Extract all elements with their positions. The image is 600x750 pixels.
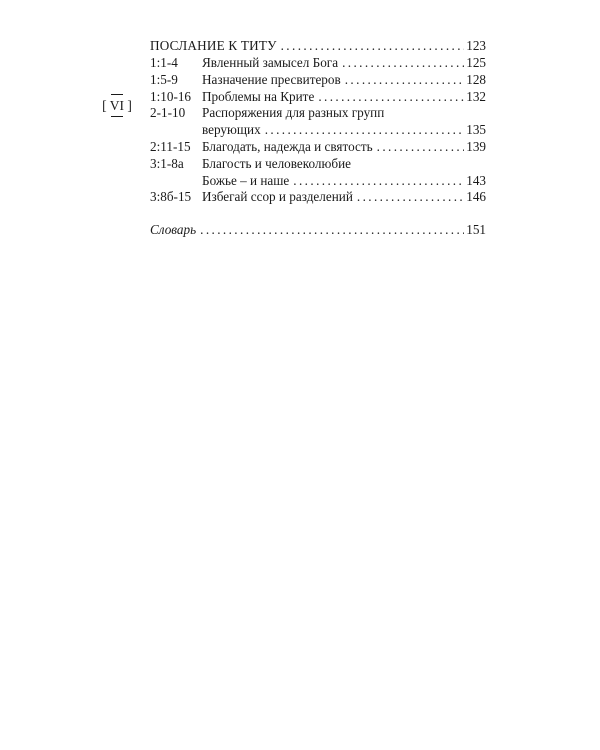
- dot-leader: [293, 173, 464, 190]
- entry-title: Назначение пресвитеров: [202, 71, 341, 87]
- entry-page-number: 139: [466, 138, 486, 154]
- toc-part-heading: [150, 37, 486, 55]
- entry-title: Благодать, надежда и святость: [202, 138, 373, 154]
- part-title: ПОСЛАНИЕ К ТИТУ: [150, 38, 277, 53]
- toc-entry-continuation: [150, 173, 486, 190]
- dot-leader: [318, 89, 464, 106]
- dot-leader: [357, 189, 464, 206]
- toc-entry: [150, 72, 486, 89]
- entry-title: Избегай ссор и разделений: [202, 189, 353, 205]
- entry-page-number: 135: [466, 122, 486, 138]
- folio-rule-bottom: [111, 116, 123, 117]
- entry-reference: 1:1-4: [150, 55, 178, 70]
- toc-entry: [150, 89, 486, 106]
- toc-entry: [150, 156, 486, 173]
- entry-reference: 1:5-9: [150, 71, 178, 87]
- entry-reference: 2:11-15: [150, 138, 191, 154]
- entry-title: Благость и человеколюбие: [202, 155, 351, 171]
- entry-reference: 3:1-8а: [150, 155, 184, 171]
- toc-entry-continuation: [150, 122, 486, 139]
- entry-title: Распоряжения для разных групп: [202, 105, 385, 121]
- folio-rule-top: [111, 94, 123, 95]
- dot-leader: [281, 37, 465, 55]
- toc-entry: [150, 55, 486, 72]
- dot-leader: [200, 222, 464, 239]
- entry-page-number: 128: [466, 71, 486, 87]
- entry-page-number: 125: [466, 55, 486, 70]
- folio-number: [ VI ]: [102, 98, 132, 113]
- entry-page-number: 143: [466, 172, 486, 188]
- dot-leader: [342, 55, 464, 72]
- entry-title: Божье – и наше: [202, 172, 290, 188]
- entry-title: Проблемы на Крите: [202, 88, 315, 104]
- entry-page-number: 146: [466, 189, 486, 205]
- section-spacer: [150, 206, 486, 222]
- entry-page-number: 132: [466, 88, 486, 104]
- entry-reference: 1:10-16: [150, 88, 192, 104]
- page-folio: [100, 94, 134, 117]
- toc-glossary: [150, 222, 486, 239]
- entry-title: Явленный замысел Бога: [202, 55, 339, 70]
- entry-title: верующих: [202, 122, 261, 138]
- glossary-title: Словарь: [150, 222, 197, 238]
- dot-leader: [265, 122, 465, 139]
- toc-entry: [150, 139, 486, 156]
- toc-entry: [150, 105, 486, 122]
- table-of-contents: [150, 37, 486, 239]
- part-page-number: 123: [466, 38, 486, 53]
- dot-leader: [377, 139, 465, 156]
- dot-leader: [345, 72, 464, 89]
- entry-reference: 2-1-10: [150, 105, 186, 121]
- glossary-page-number: 151: [466, 222, 486, 238]
- entry-reference: 3:8б-15: [150, 189, 192, 205]
- toc-entry: [150, 189, 486, 206]
